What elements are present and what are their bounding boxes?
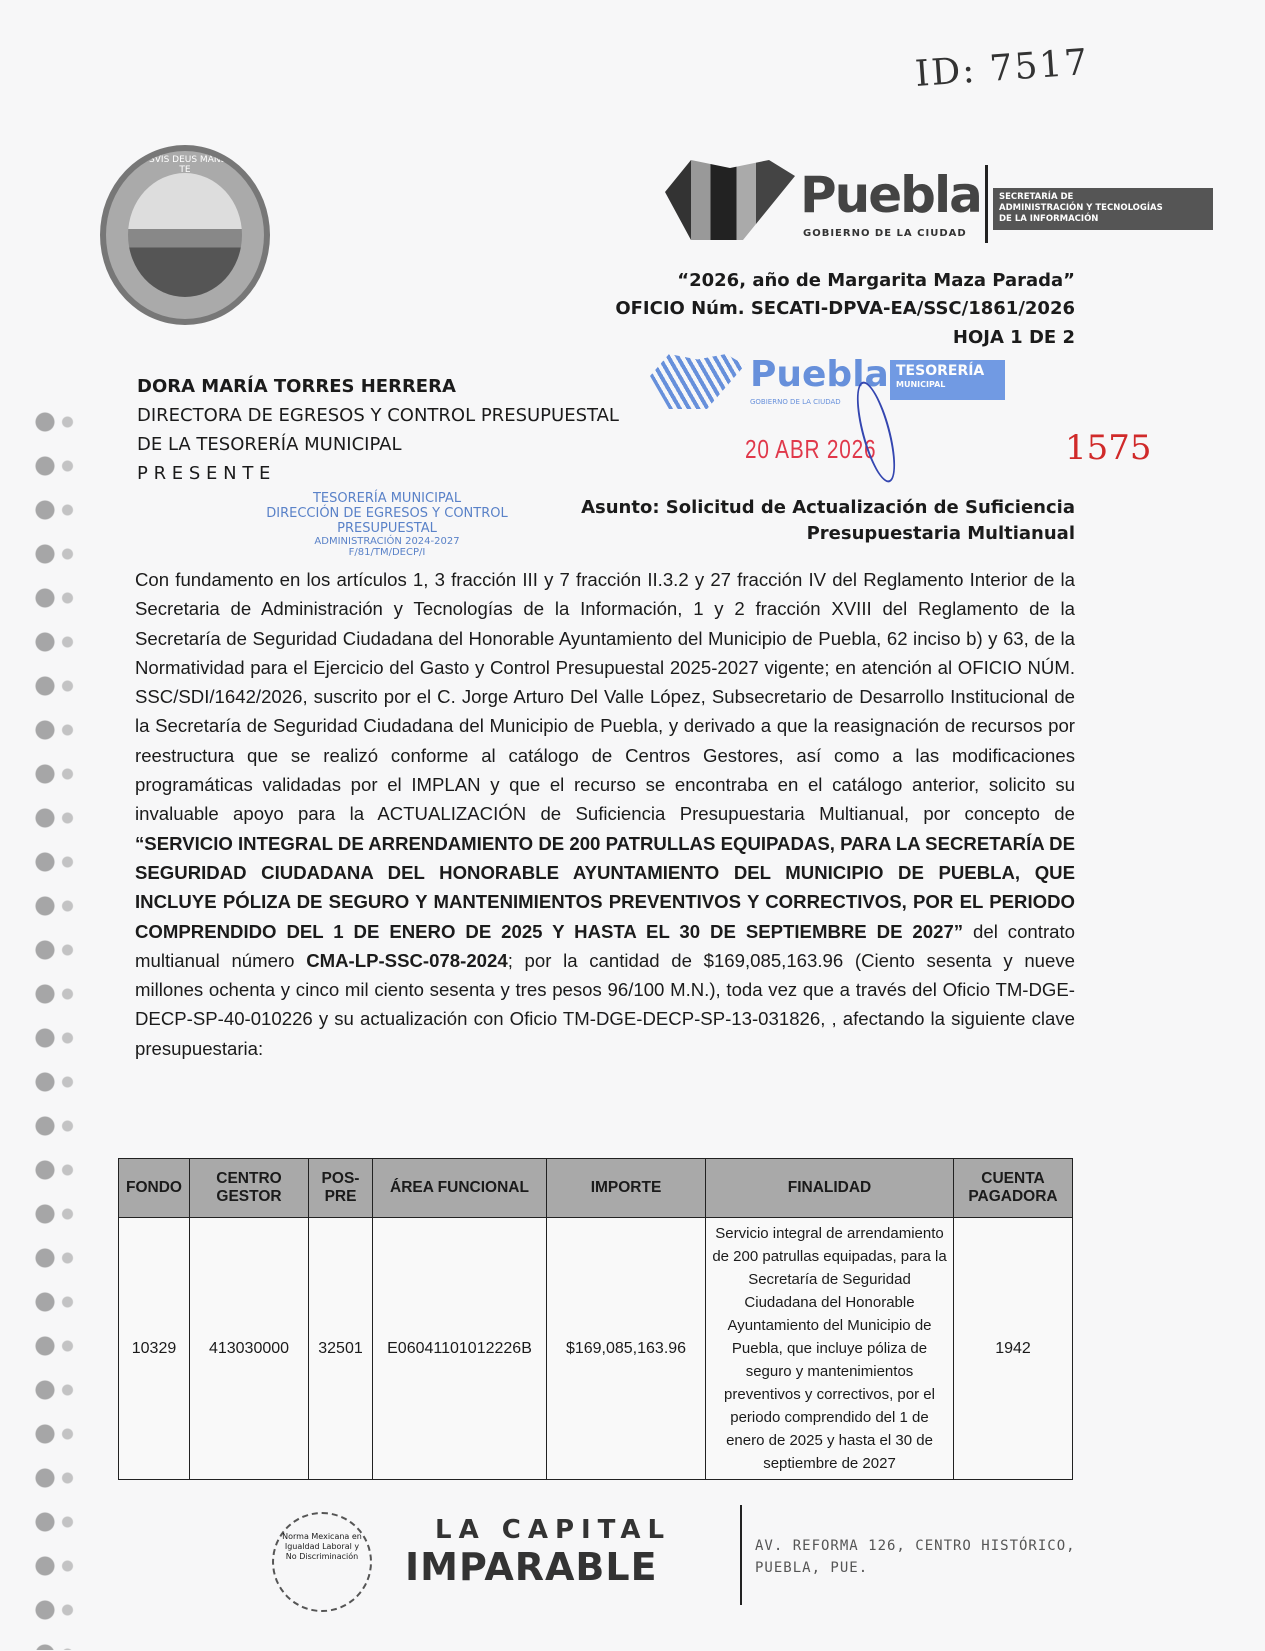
- logo-divider: [985, 165, 988, 243]
- footer-divider: [740, 1505, 742, 1605]
- contract-number: CMA-LP-SSC-078-2024: [306, 949, 508, 971]
- seal-emblem-icon: [128, 173, 242, 297]
- col-cuenta-pagadora: CUENTA PAGADORA: [954, 1159, 1073, 1218]
- recipient-department: DE LA TESORERÍA MUNICIPAL: [137, 434, 402, 455]
- table-row: [119, 1218, 1073, 1480]
- logo-sub: GOBIERNO DE LA CIUDAD: [803, 228, 967, 239]
- puebla-secati-logo: [665, 160, 1215, 250]
- received-date: 20 ABR 2026: [745, 434, 877, 464]
- imparable-line: IMPARABLE: [405, 1545, 658, 1589]
- cell-pospre: 32501: [309, 1218, 373, 1480]
- service-concept: “SERVICIO INTEGRAL DE ARRENDAMIENTO DE 200 PATRULLAS EQUIPADAS, PARA LA SECRETARÍA DE SEGURIDAD CIUDADANA DEL HONORABLE AYUNTAMIENTO DEL MUNICIPIO DE PUEBLA, QUE INCLUYE PÓLIZA DE SEGURO Y MANTENIMIENTOS PREVENTIVOS Y CORRECTIVOS, POR EL PERIODO COMPRENDIDO DEL 1 DE ENERO DE 2025 Y HASTA EL 30 DE SEPTIEMBRE DE 2027”: [135, 832, 1075, 942]
- stamp-box-label: TESORERÍA: [896, 363, 985, 379]
- body-text: Con fundamento en los artículos 1, 3 fracción III y 7 fracción II.3.2 y 27 fracción IV del Reglamento Interior de la Secretaria de Administración y Tecnologías de la Información, 1 y 2 fracción XVIII del Reglamento de la Secretaría de Seguridad Ciudadana del Honorable Ayuntamiento del Municipio de Puebla, 62 inciso b) y 63, de la Normatividad para el Ejercicio del Gasto y Control Presupuestal 2025-2027 vigente; en atención al OFICIO NÚM. SSC/SDI/1642/2026, suscrito por el C. Jorge Arturo Del Valle López, Subsecretario de Desarrollo Institucional de la Secretaría de Seguridad Ciudadana del Municipio de Puebla, y derivado a que la reasignación de recursos por reestructura que se realizó conforme al catálogo de Centros Gestores, así como a las modificaciones programáticas validadas por el IMPLAN y que el recurso se encontraba en el catálogo anterior, solicito su invaluable apoyo para la ACTUALIZACIÓN de Suficiencia Presupuestaria Multianual, por concepto de: [135, 569, 1075, 825]
- stamp-box-sub: MUNICIPAL: [896, 380, 946, 389]
- la-capital-imparable-logo: [405, 1515, 671, 1589]
- tesoreria-received-stamp: [650, 354, 1010, 414]
- decorative-border: [30, 400, 80, 1650]
- capital-line: LA CAPITAL: [435, 1515, 672, 1545]
- stamp-line: TESORERÍA MUNICIPAL: [312, 491, 462, 506]
- logo-emblem-icon: [665, 160, 795, 240]
- col-area-funcional: ÁREA FUNCIONAL: [373, 1159, 547, 1218]
- motto: “2026, año de Margarita Maza Parada”: [677, 270, 1075, 291]
- body-text: ; por la cantidad de $169,085,163.96 (Ciento sesenta y nueve millones ochenta y cinco mil ciento sesenta y tres pesos 96/100 M.N.), toda vez que a través del Oficio TM-DGE-DECP-SP-40-010226 y su actualización con Oficio TM-DGE-DECP-SP-13-031826, , afectando la siguiente clave presupuestaria:: [135, 949, 1075, 1059]
- recipient-title: DIRECTORA DE EGRESOS Y CONTROL PRESUPUESTAL: [137, 405, 619, 426]
- address-line: PUEBLA, PUE.: [755, 1560, 869, 1576]
- stamp-line: ADMINISTRACIÓN 2024-2027: [314, 536, 460, 547]
- stamp-sub: GOBIERNO DE LA CIUDAD: [750, 398, 841, 406]
- city-coat-of-arms: [100, 145, 270, 325]
- secretaria-line: SECRETARÍA DE: [999, 192, 1074, 202]
- tesoreria-stamp-text: [262, 491, 512, 558]
- subject-line: Presupuestaria Multianual: [806, 523, 1075, 544]
- page-indicator: HOJA 1 DE 2: [952, 327, 1075, 348]
- col-centro-gestor: CENTRO GESTOR: [190, 1159, 309, 1218]
- igualdad-laboral-seal: Norma Mexicana en Igualdad Laboral y No Discriminación: [272, 1512, 372, 1612]
- secretaria-box: [993, 188, 1213, 230]
- seal-text: ANGELIS SVIS DEUS MANDAVIT DE TE: [107, 155, 263, 175]
- recipient-name: DORA MARÍA TORRES HERRERA: [137, 376, 456, 397]
- col-fondo: FONDO: [119, 1159, 190, 1218]
- cell-cuenta-pagadora: 1942: [954, 1218, 1073, 1480]
- presente: P R E S E N T E: [137, 463, 271, 484]
- cell-fondo: 10329: [119, 1218, 190, 1480]
- body-paragraph: [135, 565, 1075, 1063]
- cell-importe: $169,085,163.96: [547, 1218, 706, 1480]
- stamp-emblem-icon: [650, 354, 745, 409]
- cell-centro-gestor: 413030000: [190, 1218, 309, 1480]
- budget-key-table: [118, 1158, 1073, 1480]
- subject-line: Asunto: Solicitud de Actualización de Suficiencia: [581, 497, 1075, 518]
- stamp-line: PRESUPUESTAL: [337, 521, 437, 536]
- cell-area-funcional: E06041101012226B: [373, 1218, 547, 1480]
- footer-address: [755, 1535, 1076, 1579]
- body-text: del contrato multianual número: [135, 920, 1075, 971]
- stamp-word: Puebla: [750, 354, 889, 395]
- col-pospre: POS-PRE: [309, 1159, 373, 1218]
- col-importe: IMPORTE: [547, 1159, 706, 1218]
- logo-word: Puebla: [800, 166, 981, 224]
- stamp-line: DIRECCIÓN DE EGRESOS Y CONTROL: [266, 506, 508, 521]
- handwritten-id: ID: 7517: [913, 41, 1091, 96]
- folio-number: 1575: [1065, 428, 1152, 468]
- stamp-line: F/81/TM/DECP/I: [348, 547, 426, 558]
- oficio-number: OFICIO Núm. SECATI-DPVA-EA/SSC/1861/2026: [615, 298, 1075, 319]
- address-line: AV. REFORMA 126, CENTRO HISTÓRICO,: [755, 1538, 1076, 1554]
- col-finalidad: FINALIDAD: [706, 1159, 954, 1218]
- secretaria-line: DE LA INFORMACIÓN: [999, 214, 1099, 224]
- recipient-block: [137, 372, 619, 488]
- secretaria-line: ADMINISTRACIÓN Y TECNOLOGÍAS: [999, 203, 1163, 213]
- cell-finalidad: Servicio integral de arrendamiento de 200 patrullas equipadas, para la Secretaría de Seguridad Ciudadana del Honorable Ayuntamiento del Municipio de Puebla, que incluye póliza de seguro y mantenimientos preventivos y correctivos, por el periodo comprendido del 1 de enero de 2025 y hasta el 30 de septiembre de 2027: [706, 1218, 954, 1480]
- stamp-box: [890, 360, 1005, 400]
- subject: [581, 495, 1075, 547]
